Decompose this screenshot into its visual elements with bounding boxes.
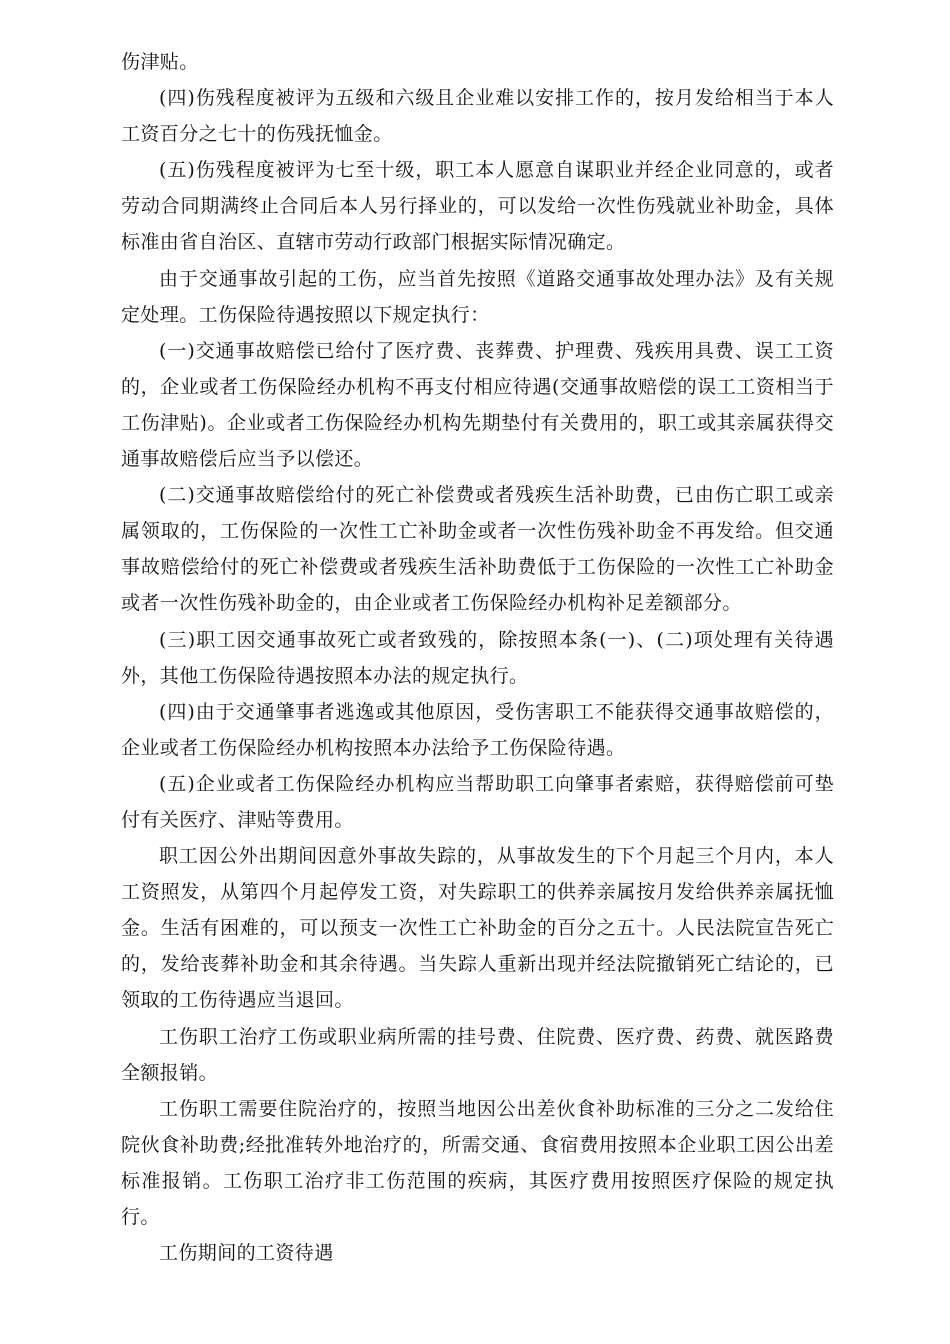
paragraph-traffic-accident-intro: 由于交通事故引起的工伤，应当首先按照《道路交通事故处理办法》及有关规定处理。工伤保险待遇按照以下规定执行： <box>121 267 834 326</box>
document-page <box>121 44 834 1271</box>
paragraph-item-5-disability-grade-7-10: (五)伤残程度被评为七至十级，职工本人愿意自谋职业并经企业同意的，或者劳动合同期满终止合同后本人另行择业的，可以发给一次性伤残就业补助金，具体标准由省自治区、直辖市劳动行政部门根据实际情况确定。 <box>121 159 834 254</box>
paragraph-traffic-item-4: (四)由于交通肇事者逃逸或其他原因，受伤害职工不能获得交通事故赔偿的，企业或者工伤保险经办机构按照本办法给予工伤保险待遇。 <box>121 700 834 759</box>
paragraph-traffic-item-2: (二)交通事故赔偿给付的死亡补偿费或者残疾生活补助费，已由伤亡职工或亲属领取的，工伤保险的一次性工亡补助金或者一次性伤残补助金不再发给。但交通事故赔偿给付的死亡补偿费或者残疾生活补助费低于工伤保险的一次性工亡补助金或者一次性伤残补助金的，由企业或者工伤保险经办机构补足差额部分。 <box>121 484 834 615</box>
paragraph-traffic-item-5: (五)企业或者工伤保险经办机构应当帮助职工向肇事者索赔，获得赔偿前可垫付有关医疗、津贴等费用。 <box>121 772 834 831</box>
paragraph-missing-worker: 职工因公外出期间因意外事故失踪的，从事故发生的下个月起三个月内，本人工资照发，从第四个月起停发工资，对失踪职工的供养亲属按月发给供养亲属抚恤金。生活有困难的，可以预支一次性工亡补助金的百分之五十。人民法院宣告死亡的，发给丧葬补助金和其余待遇。当失踪人重新出现并经法院撤销死亡结论的，已领取的工伤待遇应当退回。 <box>121 845 834 1012</box>
paragraph-traffic-item-1: (一)交通事故赔偿已给付了医疗费、丧葬费、护理费、残疾用具费、误工工资的，企业或者工伤保险经办机构不再支付相应待遇(交通事故赔偿的误工工资相当于工伤津贴)。企业或者工伤保险经办机构先期垫付有关费用的，职工或其亲属获得交通事故赔偿后应当予以偿还。 <box>121 339 834 471</box>
paragraph-hospital-meal-allowance: 工伤职工需要住院治疗的，按照当地因公出差伙食补助标准的三分之二发给住院伙食补助费;经批准转外地治疗的，所需交通、食宿费用按照本企业职工因公出差标准报销。工伤职工治疗非工伤范围的疾病，其医疗费用按照医疗保险的规定执行。 <box>121 1097 834 1228</box>
paragraph-traffic-item-3: (三)职工因交通事故死亡或者致残的，除按照本条(一)、(二)项处理有关待遇外，其他工伤保险待遇按照本办法的规定执行。 <box>121 628 834 687</box>
paragraph-medical-expenses: 工伤职工治疗工伤或职业病所需的挂号费、住院费、医疗费、药费、就医路费全额报销。 <box>121 1025 834 1084</box>
paragraph-item-4-disability-grade-5-6: (四)伤残程度被评为五级和六级且企业难以安排工作的，按月发给相当于本人工资百分之七十的伤残抚恤金。 <box>121 87 834 146</box>
paragraph-continuation: 伤津贴。 <box>121 51 199 73</box>
section-heading-wage-treatment: 工伤期间的工资待遇 <box>159 1242 334 1265</box>
